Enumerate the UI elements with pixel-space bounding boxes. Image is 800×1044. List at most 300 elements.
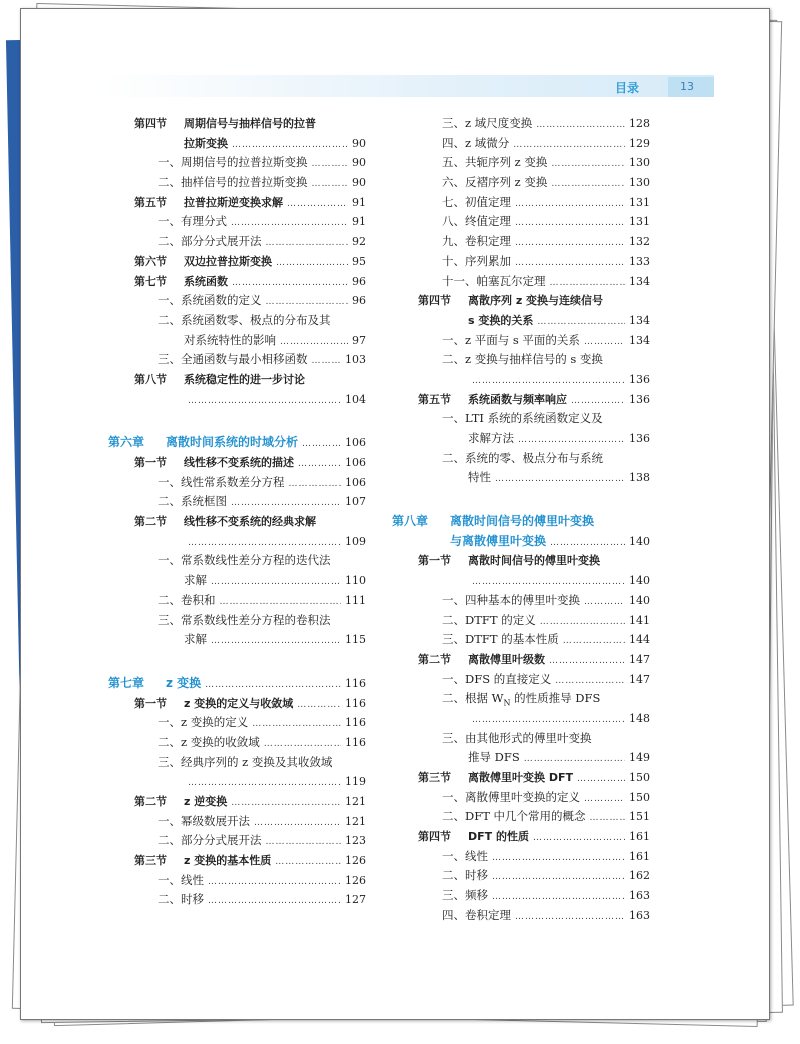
toc-entry-text (108, 291, 262, 311)
toc-page-number: 126 (345, 854, 366, 868)
toc-entry-label: 第七章 (108, 675, 145, 690)
toc-entry-text (108, 713, 248, 733)
toc-entry-text (392, 768, 573, 788)
toc-page-number: 131 (629, 215, 650, 229)
toc-page-number: 115 (345, 633, 366, 647)
toc-item-entry (108, 591, 366, 611)
toc-item-entry (108, 753, 366, 773)
toc-item-entry (108, 831, 366, 851)
toc-section-entry (108, 694, 366, 714)
toc-page-number: 151 (629, 810, 650, 824)
toc-entry-title: 一、线性 (442, 848, 488, 863)
toc-page-number: 90 (352, 136, 366, 150)
toc-entry-label: 第五节 (418, 392, 451, 406)
toc-item-entry (392, 788, 650, 808)
toc-entry-title: 双边拉普拉斯变换 (184, 254, 272, 268)
toc-entry-title: 离散序列 z 变换与连续信号 (468, 294, 604, 308)
toc-entry-label: 第二节 (134, 795, 167, 808)
toc-item-entry (108, 871, 366, 891)
toc-page-number: 126 (345, 873, 366, 887)
toc-entry-label: 第一节 (418, 554, 451, 568)
toc-item-entry (392, 807, 650, 827)
toc-entry-text (392, 630, 559, 650)
toc-item-entry (108, 311, 366, 331)
toc-page-number: 140 (629, 534, 650, 548)
toc-entry-title: 四、z 域微分 (442, 135, 510, 150)
toc-entry-text (392, 512, 594, 532)
toc-page-number: 106 (345, 456, 366, 469)
toc-page-number: 104 (345, 392, 366, 406)
toc-entry-label: 第八章 (392, 514, 429, 529)
toc-page-number: 96 (352, 294, 366, 308)
toc-item-entry (392, 689, 650, 709)
toc-spacer (108, 650, 366, 674)
toc-entry-text (108, 492, 227, 512)
toc-section-entry (108, 851, 366, 871)
toc-page-number: 163 (629, 908, 650, 922)
toc-entry-text (392, 173, 547, 193)
toc-page-number: 140 (629, 574, 650, 588)
toc-item-entry (392, 449, 650, 469)
toc-entry-title: 一、周期信号的拉普拉斯变换 (158, 155, 308, 170)
toc-entry-text (392, 670, 551, 690)
toc-entry-text (392, 650, 545, 670)
toc-entry-text (392, 788, 580, 808)
toc-page-number: 103 (345, 353, 366, 367)
toc-entry-title: z 变换的定义与收敛域 (184, 696, 294, 710)
toc-entry-text (392, 153, 547, 173)
toc-entry-text (108, 733, 260, 753)
toc-entry-title: 一、幂级数展开法 (158, 813, 250, 828)
toc-entry-title: 三、z 域尺度变换 (442, 116, 533, 130)
toc-entry-title: 线性移不变系统的描述 (184, 456, 294, 469)
toc-page-number: 136 (629, 372, 650, 386)
toc-page-number: 161 (629, 849, 650, 863)
toc-page-number: 163 (629, 889, 650, 903)
toc-entry-text (108, 212, 227, 232)
toc-entry-text (108, 193, 283, 213)
toc-item-entry (392, 729, 650, 749)
toc-entry-text (108, 350, 308, 370)
toc-entry-title: 三、全通函数与最小相移函数 (158, 352, 308, 367)
toc-entry-title: 六、反褶序列 z 变换 (442, 175, 548, 190)
toc-page-number: 127 (345, 893, 366, 907)
toc-page-number: 121 (345, 814, 366, 828)
toc-entry-text (108, 831, 262, 851)
toc-entry-title: 八、终值定理 (442, 214, 511, 229)
toc-leader-line (108, 772, 366, 792)
toc-entry-subscript: N (503, 698, 511, 708)
toc-item-entry (392, 193, 650, 213)
toc-entry-text (108, 812, 250, 832)
toc-page-number: 131 (629, 195, 650, 209)
toc-entry-title: 与离散傅里叶变换 (450, 533, 547, 548)
toc-right-column (392, 114, 650, 926)
toc-entry-title: 二、抽样信号的拉普拉斯变换 (158, 175, 308, 190)
toc-item-entry (108, 551, 366, 571)
toc-entry-title: 五、共轭序列 z 变换 (442, 155, 548, 170)
toc-entry-text (392, 409, 603, 429)
toc-item-entry (392, 173, 650, 193)
toc-entry-title: 三、DTFT 的基本性质 (442, 632, 559, 647)
toc-section-entry (392, 291, 650, 311)
toc-entry-title: 二、z 变换的收敛域 (158, 734, 260, 749)
toc-entry-title: 三、常系数线性差分方程的卷积法 (158, 612, 331, 627)
toc-page-number: 147 (629, 652, 650, 666)
toc-item-entry-continued (108, 571, 366, 591)
toc-entry-title: z 变换的基本性质 (184, 854, 272, 868)
toc-page-number: 134 (629, 333, 650, 347)
toc-entry-title: 三、频移 (442, 888, 488, 903)
toc-entry-text (392, 807, 586, 827)
toc-entry-text (392, 886, 488, 906)
toc-entry-text (392, 331, 580, 351)
toc-entry-text (392, 311, 533, 331)
toc-page-number: 134 (629, 274, 650, 288)
toc-page-number: 138 (629, 471, 650, 485)
toc-item-entry-continued (108, 630, 366, 650)
toc-entry-text (108, 792, 227, 812)
toc-page-number: 128 (629, 117, 650, 130)
toc-entry-title: 一、线性 (158, 872, 204, 887)
toc-entry-title: 二、时移 (442, 868, 488, 883)
toc-entry-text (392, 114, 532, 134)
toc-item-entry (392, 232, 650, 252)
toc-entry-title: 特性 (468, 470, 491, 485)
toc-entry-title: 一、LTI 系统的系统函数定义及 (442, 411, 603, 426)
toc-page-number: 90 (352, 156, 366, 170)
toc-page-number: 110 (345, 574, 366, 588)
toc-page-number: 90 (352, 176, 366, 190)
toc-entry-title: 一、z 变换的定义 (158, 715, 249, 730)
toc-item-entry (108, 611, 366, 631)
toc-page-number: 144 (629, 633, 650, 647)
toc-spacer (108, 409, 366, 433)
toc-dot-leader (515, 908, 625, 928)
toc-page-number: 161 (629, 830, 650, 844)
toc-entry-text (108, 630, 207, 650)
toc-page-number: 116 (345, 716, 366, 730)
toc-entry-title: s 变换的关系 (468, 313, 534, 327)
toc-entry-title: 十一、帕塞瓦尔定理 (442, 273, 546, 288)
toc-entry-title: 离散傅里叶级数 (468, 652, 545, 666)
toc-page-number: 150 (629, 790, 650, 804)
toc-entry-title: 二、根据 W (442, 691, 504, 706)
toc-page-number: 97 (352, 333, 366, 347)
toc-entry-label: 第四节 (418, 294, 451, 308)
toc-item-entry-continued (392, 748, 650, 768)
toc-entry-text (108, 272, 228, 292)
toc-entry-title: 二、时移 (158, 892, 204, 907)
toc-item-entry (392, 866, 650, 886)
toc-item-entry (392, 350, 650, 370)
toc-chapter-entry (108, 674, 366, 694)
toc-entry-text (392, 468, 491, 488)
toc-leader-line (392, 370, 650, 390)
toc-item-entry (108, 492, 366, 512)
toc-entry-title: 周期信号与抽样信号的拉普 (184, 117, 316, 130)
toc-entry-title: 求解 (184, 573, 207, 588)
toc-item-entry (392, 153, 650, 173)
toc-page-number: 106 (345, 475, 366, 489)
toc-entry-text (392, 847, 488, 867)
toc-entry-title: z 逆变换 (184, 795, 228, 808)
toc-section-entry (108, 114, 366, 134)
toc-page-number: 123 (345, 834, 366, 848)
toc-entry-text (108, 571, 207, 591)
toc-entry-title: z 变换 (166, 675, 202, 690)
toc-page-number: 91 (352, 195, 366, 209)
toc-item-entry (108, 291, 366, 311)
toc-leader-line (392, 571, 650, 591)
toc-entry-title: 二、系统框图 (158, 494, 227, 509)
toc-entry-title: 推导 DFS (468, 750, 520, 765)
toc-entry-title: 七、初值定理 (442, 194, 511, 209)
toc-item-entry (108, 212, 366, 232)
toc-entry-text (108, 871, 204, 891)
toc-entry-label: 第三节 (418, 771, 451, 784)
toc-entry-text (392, 906, 511, 926)
toc-entry-text (392, 390, 567, 410)
toc-entry-title: 系统函数与频率响应 (468, 392, 567, 406)
toc-entry-text (392, 591, 580, 611)
toc-spacer (392, 488, 650, 512)
toc-page-number: 116 (345, 696, 366, 710)
toc-entry-title: 一、常系数线性差分方程的迭代法 (158, 553, 331, 568)
toc-entry-text (108, 611, 331, 631)
toc-page-number: 130 (629, 176, 650, 190)
toc-entry-label: 第六节 (134, 254, 167, 268)
toc-page-number: 95 (352, 254, 366, 268)
header-title: 目录 (615, 81, 640, 95)
toc-entry-title: 三、由其他形式的傅里叶变换 (442, 730, 592, 745)
toc-item-entry (108, 350, 366, 370)
toc-item-entry (108, 232, 366, 252)
toc-leader-line (108, 532, 366, 552)
toc-item-entry (392, 409, 650, 429)
toc-entry-text (392, 551, 600, 571)
toc-page-number: 121 (345, 795, 366, 808)
toc-entry-label: 第一节 (134, 456, 167, 469)
toc-entry-title: 一、离散傅里叶变换的定义 (442, 789, 580, 804)
toc-entry-text (108, 311, 331, 331)
toc-section-entry (108, 252, 366, 272)
toc-dot-leader (208, 892, 341, 912)
page-number: 13 (668, 77, 714, 97)
toc-page-number: 111 (345, 593, 366, 607)
toc-entry-text (108, 252, 272, 272)
toc-item-entry (392, 906, 650, 926)
toc-page-number: 116 (345, 735, 366, 749)
toc-entry-title: 一、有理分式 (158, 214, 227, 229)
toc-item-entry-continued (392, 468, 650, 488)
toc-entry-title: 求解 (184, 632, 207, 647)
toc-entry-label: 第三节 (134, 854, 167, 868)
toc-page-number: 134 (629, 313, 650, 327)
toc-item-entry (392, 847, 650, 867)
toc-entry-text (392, 272, 546, 292)
toc-leader-line (108, 390, 366, 410)
toc-section-entry (392, 650, 650, 670)
toc-entry-title: 九、卷积定理 (442, 234, 511, 249)
toc-entry-text (108, 512, 316, 532)
toc-entry-title-rest: 的性质推导 DFS (510, 691, 601, 706)
toc-entry-text (108, 173, 308, 193)
toc-entry-text (392, 232, 511, 252)
toc-chapter-entry (108, 433, 366, 453)
toc-item-entry (392, 886, 650, 906)
toc-entry-label: 第二节 (134, 515, 167, 529)
toc-entry-title: 十、序列累加 (442, 253, 511, 268)
toc-entry-title: 系统稳定性的进一步讨论 (184, 372, 305, 386)
toc-item-entry (108, 890, 366, 910)
toc-entry-title: 系统函数 (184, 274, 228, 288)
toc-page-number: 129 (629, 136, 650, 150)
toc-item-entry (392, 331, 650, 351)
toc-entry-title: 一、z 平面与 s 平面的关系 (442, 332, 580, 347)
toc-entry-text (392, 729, 592, 749)
toc-entry-title: 拉斯变换 (184, 136, 228, 150)
toc-entry-text (392, 532, 546, 552)
toc-entry-text (108, 473, 285, 493)
toc-entry-title: 二、卷积和 (158, 592, 216, 607)
toc-leader-line (392, 709, 650, 729)
toc-entry-title: 一、四种基本的傅里叶变换 (442, 592, 580, 607)
toc-entry-text (108, 153, 308, 173)
toc-entry-text (392, 134, 509, 154)
toc-page-number: 109 (345, 534, 366, 548)
toc-entry-text (108, 851, 271, 871)
toc-item-entry (108, 733, 366, 753)
toc-entry-title: 一、线性常系数差分方程 (158, 474, 285, 489)
toc-entry-title: DFT 的性质 (468, 830, 529, 844)
toc-entry-title: 三、经典序列的 z 变换及其收敛域 (158, 754, 333, 769)
toc-entry-text (392, 748, 520, 768)
toc-entry-label: 第五节 (134, 195, 167, 209)
toc-section-entry-continued (392, 311, 650, 331)
toc-entry-label: 第四节 (134, 117, 167, 130)
toc-page-number: 133 (629, 254, 650, 268)
toc-entry-title: 四、卷积定理 (442, 907, 511, 922)
toc-section-entry (108, 792, 366, 812)
toc-item-entry (392, 272, 650, 292)
toc-entry-text (108, 433, 298, 453)
toc-item-entry (108, 713, 366, 733)
toc-entry-title: 二、部分分式展开法 (158, 234, 262, 249)
toc-section-entry (108, 193, 366, 213)
toc-entry-title: 对系统特性的影响 (184, 332, 276, 347)
toc-entry-text (108, 674, 201, 694)
toc-page-number: 141 (629, 613, 650, 627)
toc-item-entry (392, 134, 650, 154)
toc-entry-text (108, 890, 204, 910)
toc-entry-text (108, 453, 294, 473)
toc-entry-text (392, 866, 488, 886)
toc-entry-title: 二、z 变换与抽样信号的 s 变换 (442, 352, 603, 367)
toc-entry-label: 第二节 (418, 652, 451, 666)
toc-item-entry-continued (108, 331, 366, 351)
toc-section-entry (392, 390, 650, 410)
toc-page-number: 92 (352, 235, 366, 249)
toc-entry-title: 拉普拉斯逆变换求解 (184, 195, 283, 209)
toc-entry-text (108, 331, 276, 351)
toc-entry-title: 二、系统的零、极点分布与系统 (442, 450, 603, 465)
toc-entry-label: 第四节 (418, 830, 451, 844)
toc-entry-title: 离散时间信号的傅里叶变换 (450, 514, 595, 529)
toc-item-entry (392, 114, 650, 134)
toc-entry-title: 求解方法 (468, 431, 514, 445)
toc-page-number: 149 (629, 751, 650, 765)
toc-entry-text (108, 551, 331, 571)
toc-item-entry (392, 630, 650, 650)
toc-entry-text (392, 291, 603, 311)
toc-entry-text (392, 449, 603, 469)
toc-entry-text (392, 827, 529, 847)
toc-page-number: 96 (352, 274, 366, 288)
toc-page-number: 150 (629, 771, 650, 784)
toc-entry-text (392, 350, 603, 370)
toc-item-entry (392, 252, 650, 272)
toc-entry-text (392, 252, 511, 272)
toc-page-number: 147 (629, 672, 650, 686)
toc-page-number: 140 (629, 593, 650, 607)
toc-page-number: 148 (629, 711, 650, 725)
toc-entry-label: 第一节 (134, 696, 167, 710)
toc-page-number: 107 (345, 495, 366, 509)
toc-entry-text (392, 212, 511, 232)
toc-entry-text (108, 134, 228, 154)
toc-entry-text (392, 429, 514, 449)
toc-item-entry (108, 473, 366, 493)
toc-item-entry (392, 591, 650, 611)
toc-left-column (108, 114, 366, 910)
toc-item-entry-continued (392, 429, 650, 449)
toc-item-entry (108, 153, 366, 173)
toc-entry-label: 第六章 (108, 435, 145, 450)
toc-entry-text (392, 611, 536, 631)
toc-entry-text (108, 232, 262, 252)
toc-item-entry (108, 812, 366, 832)
toc-section-entry-continued (108, 134, 366, 154)
toc-item-entry (392, 611, 650, 631)
toc-section-entry (392, 827, 650, 847)
toc-chapter-entry-continued (392, 532, 650, 552)
toc-entry-text (108, 591, 216, 611)
toc-chapter-entry (392, 512, 650, 532)
toc-page-number: 116 (345, 676, 366, 690)
toc-page-number: 130 (629, 156, 650, 170)
toc-page-number: 136 (629, 392, 650, 406)
toc-page-number: 136 (629, 432, 650, 445)
toc-entry-title: 线性移不变系统的经典求解 (184, 515, 316, 529)
toc-entry-title: 二、部分分式展开法 (158, 833, 262, 848)
toc-entry-title: 离散时间系统的时域分析 (166, 435, 299, 450)
toc-section-entry (108, 512, 366, 532)
toc-item-entry (392, 670, 650, 690)
toc-entry-label: 第八节 (134, 372, 167, 386)
toc-section-entry (392, 551, 650, 571)
toc-item-entry (108, 173, 366, 193)
toc-entry-title: 一、DFS 的直接定义 (442, 671, 552, 686)
toc-entry-label: 第七节 (134, 274, 167, 288)
toc-section-entry (108, 370, 366, 390)
toc-entry-text (108, 753, 332, 773)
toc-entry-title: 二、系统函数零、极点的分布及其 (158, 312, 331, 327)
toc-entry-title: 二、DTFT 的定义 (442, 612, 536, 627)
toc-entry-title: 离散傅里叶变换 DFT (468, 771, 573, 784)
toc-item-entry (392, 212, 650, 232)
toc-page-number: 162 (629, 869, 650, 883)
